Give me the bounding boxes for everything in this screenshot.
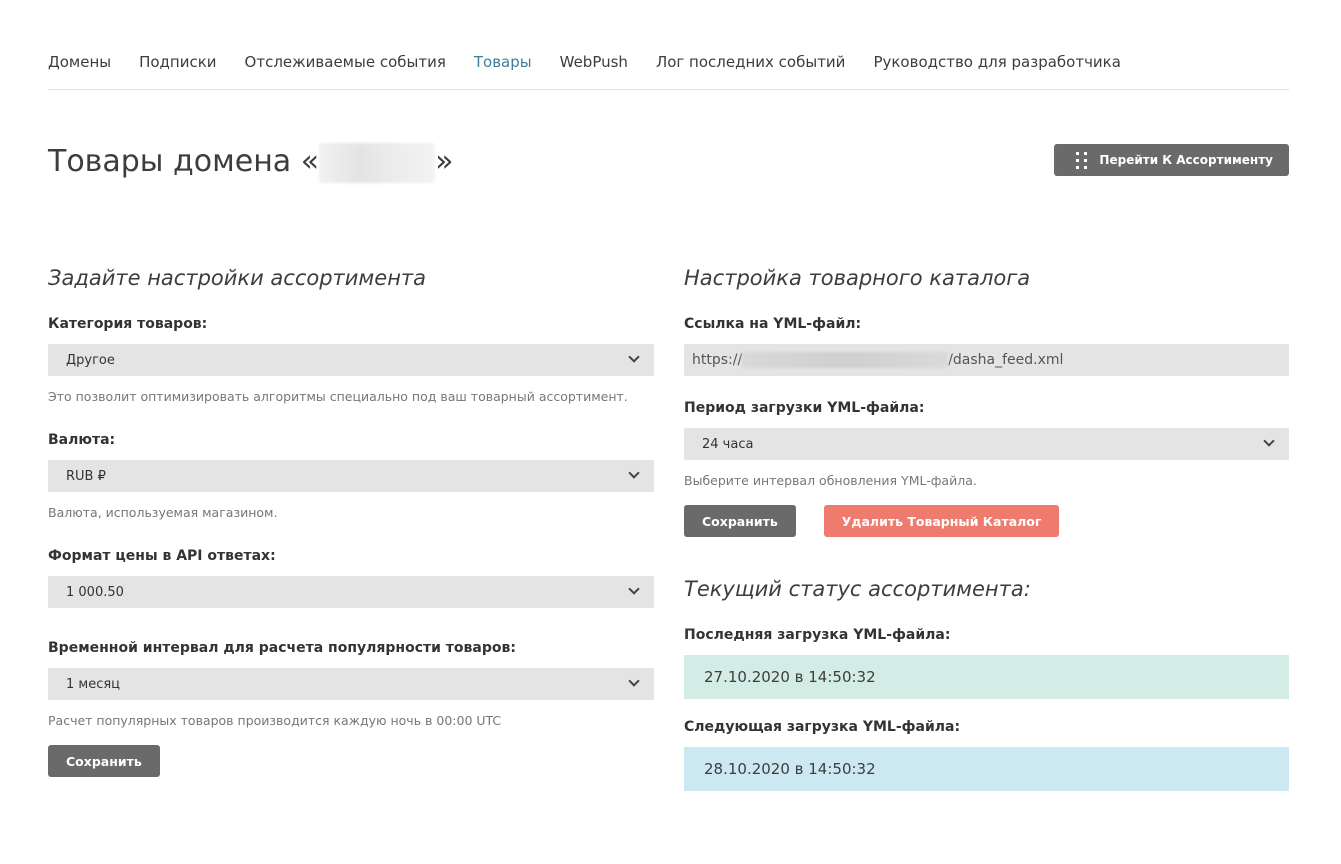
yml-link-prefix: https:// <box>692 352 743 368</box>
next-yml-load-value: 28.10.2020 в 14:50:32 <box>684 747 1289 791</box>
popularity-interval-hint: Расчет популярных товаров производится каждую ночь в 00:00 UTC <box>48 713 502 728</box>
currency-label: Валюта: <box>48 432 116 448</box>
yml-period-select-value: 24 часа <box>702 436 754 452</box>
popularity-interval-select-value: 1 месяц <box>66 676 121 692</box>
delete-catalog-button[interactable]: Удалить Товарный Каталог <box>824 505 1060 537</box>
nav-item-developer-guide[interactable]: Руководство для разработчика <box>873 53 1121 71</box>
top-nav <box>48 51 1289 90</box>
category-select[interactable] <box>48 344 654 376</box>
last-yml-load-label: Последняя загрузка YML-файла: <box>684 627 951 643</box>
category-select-value: Другое <box>66 352 115 368</box>
blurred-domain-name <box>319 143 435 183</box>
catalog-settings <box>684 256 1289 791</box>
page-title-prefix: Товары домена « <box>48 144 320 179</box>
yml-period-label: Период загрузки YML-файла: <box>684 400 925 416</box>
chevron-down-icon <box>628 351 639 362</box>
next-yml-load-label: Следующая загрузка YML-файла: <box>684 719 961 735</box>
assortment-settings-title: Задайте настройки ассортимента <box>48 266 427 290</box>
nav-item-subscriptions[interactable]: Подписки <box>139 53 217 71</box>
page-title <box>48 140 453 184</box>
last-yml-load-value: 27.10.2020 в 14:50:32 <box>684 655 1289 699</box>
nav-item-webpush[interactable]: WebPush <box>559 53 628 71</box>
page <box>48 0 1289 864</box>
chevron-down-icon <box>628 675 639 686</box>
currency-hint: Валюта, используемая магазином. <box>48 505 278 520</box>
grid-dots-icon <box>1076 152 1087 169</box>
chevron-down-icon <box>628 467 639 478</box>
yml-link-suffix: /dasha_feed.xml <box>948 352 1064 368</box>
nav-item-event-log[interactable]: Лог последних событий <box>655 53 846 71</box>
save-assortment-settings-button[interactable]: Сохранить <box>48 745 160 777</box>
popularity-interval-label: Временной интервал для расчета популярности товаров: <box>48 640 516 656</box>
nav-item-domains[interactable]: Домены <box>48 53 112 71</box>
nav-item-tracked-events[interactable]: Отслеживаемые события <box>244 53 446 71</box>
currency-select[interactable] <box>48 460 654 492</box>
yml-period-select[interactable] <box>684 428 1289 460</box>
yml-link-label: Ссылка на YML-файл: <box>684 316 862 332</box>
popularity-interval-select[interactable] <box>48 668 654 700</box>
blurred-url-host <box>742 352 948 368</box>
chevron-down-icon <box>1263 435 1274 446</box>
currency-select-value: RUB ₽ <box>66 468 106 484</box>
yml-link-input[interactable] <box>684 344 1289 376</box>
go-to-assortment-label: Перейти К Ассортименту <box>1099 153 1273 167</box>
save-catalog-button[interactable]: Сохранить <box>684 505 796 537</box>
go-to-assortment-button[interactable] <box>1054 144 1289 176</box>
yml-period-hint: Выберите интервал обновления YML-файла. <box>684 473 977 488</box>
assortment-status-title: Текущий статус ассортимента: <box>684 577 1031 601</box>
price-format-select-value: 1 000.50 <box>66 584 124 600</box>
page-title-suffix: » <box>435 144 454 179</box>
chevron-down-icon <box>628 583 639 594</box>
price-format-label: Формат цены в API ответах: <box>48 548 276 564</box>
nav-item-products[interactable]: Товары <box>473 53 532 71</box>
category-label: Категория товаров: <box>48 316 208 332</box>
catalog-settings-title: Настройка товарного каталога <box>684 266 1031 290</box>
assortment-settings <box>48 256 654 777</box>
price-format-select[interactable] <box>48 576 654 608</box>
category-hint: Это позволит оптимизировать алгоритмы специально под ваш товарный ассортимент. <box>48 389 628 404</box>
